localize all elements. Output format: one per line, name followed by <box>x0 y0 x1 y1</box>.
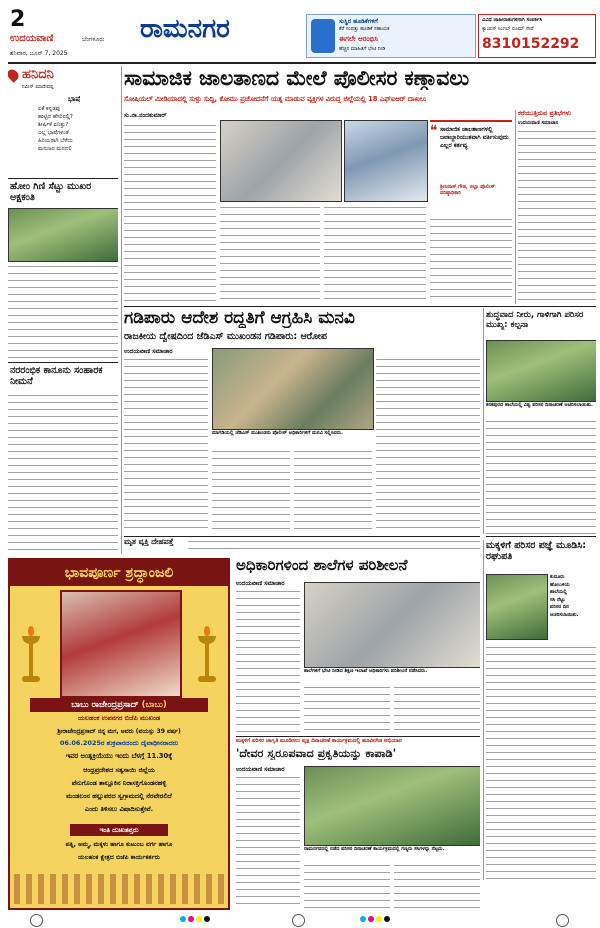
obit-place-line-2: ಪೆನುಗೊಂಡ ತಾಲ್ಲೂಕಿನ ನಿರಾಸಕ್ತಿಗೊಂಡನಹಳ್ಳಿ <box>71 780 167 787</box>
ad2-line: ವಿವಿಧ ಜಾಹೀರಾತುಗಳಿಗಾಗಿ ಸಂಪರ್ಕಿಸಿ <box>482 17 543 23</box>
masthead-divider <box>8 62 596 64</box>
lamp-icon <box>196 626 218 686</box>
lead-photo-screen <box>344 120 428 202</box>
divider <box>124 306 596 307</box>
story2-headline: ನರರಂಭಿಕ ಕಾನೂನು ಸಂಹಾರಕ ನೀಮನೆ <box>10 366 103 387</box>
lead-pullquote <box>430 120 512 212</box>
gadipar-col-4 <box>376 356 480 534</box>
divider <box>8 178 118 179</box>
kids-side-line: ಕುದೂರು <box>550 574 565 580</box>
water-photo-caption: ಕನಕಪುರದ ಶಾಲೆಯಲ್ಲಿ ವಿಶ್ವ ಪರಿಸರ ದಿನಾಚರಣೆ ಆಚರಿಸಲಾಯಿತು. <box>486 402 593 408</box>
schools-dateline: ಉದಯವಾಣಿ ಸಮಾಚಾರ <box>236 580 285 587</box>
brand-byline: ನವೀನ್ ಮಾದೇವಪ್ಪ <box>22 84 54 90</box>
poem-line: ಶೀರ್ಷಿಕೆ ಏನಿತ್ತು? <box>38 121 69 128</box>
kids-photo <box>486 574 548 640</box>
gadipar-headline: ಗಡಿಪಾರು ಆದೇಶ ರದ್ದತಿಗೆ ಆಗ್ರಹಿಸಿ ಮನವಿ <box>124 310 355 328</box>
nature-headline: 'ದೇವರ ಸ್ವರೂಪವಾದ ಪ್ರಕೃತಿಯನ್ನು ಕಾಪಾಡಿ' <box>236 748 397 760</box>
nature-col-2 <box>304 862 390 910</box>
nature-col-1 <box>236 774 300 910</box>
schools-col-3 <box>394 684 480 734</box>
section-title: ರಾಮನಗರ <box>140 16 230 44</box>
ad-banner-investment[interactable] <box>306 14 476 58</box>
kids-side-line: ಆಚರಿಸಲಾಯಿತು. <box>550 611 579 618</box>
decorative-border <box>14 874 224 904</box>
ad1-line-2: ಕೆರೆ ಸಂಪತ್ತು ಹೂಡಿಕೆ ಸಹಾಯಕ <box>339 26 390 32</box>
column-divider <box>483 308 484 534</box>
masthead <box>0 0 600 62</box>
honey-drop-icon <box>8 67 21 83</box>
obit-mourners-2: ಯಲಹಂಕ ಕ್ಷೇತ್ರದ ಬಿಜೆಪಿ ಕಾರ್ಯಕರ್ತರು <box>77 855 161 861</box>
story-water <box>486 308 596 534</box>
poem-line: ಎಲ್ಲ ಭಾಷೆಗಳಂತೆ <box>38 129 69 136</box>
obit-name-text: ಬಾಬು ರಾಜೇಂದ್ರಪ್ರಸಾದ್ <box>71 700 139 710</box>
registration-mark-icon <box>30 914 43 927</box>
registration-mark-icon <box>556 914 569 927</box>
obit-place-line-3: ಮಂಡಲಂನ ಹಲ್ಲುಪರದ ಸ್ವಗ್ರಾಮದಲ್ಲಿ ನೆರವೇರಲಿದೆ <box>66 793 172 800</box>
obit-place-line-1: ಆಂಧ್ರಪ್ರದೇಶದ ಸತ್ಯಸಾಯಿ ಜಿಲ್ಲೆಯ <box>83 767 155 774</box>
left-column <box>8 66 118 554</box>
poem-line: ಹುಟ್ಟಿದ ಹೆಸರಿನಲ್ಲಿ? <box>38 113 73 120</box>
lead-headline: ಸಾಮಾಜಿಕ ಜಾಲತಾಣದ ಮೇಲೆ ಪೊಲೀಸರ ಕಣ್ಗಾವಲು <box>124 68 470 90</box>
color-bar <box>180 916 210 922</box>
water-headline: ಶುದ್ಧವಾದ ನೀರು, ಗಾಳಿಗಾಗಿ ಪರಿಸರ ಮುಖ್ಯ: ಕಲ್ಪನಾ <box>486 310 584 331</box>
divider <box>486 536 596 537</box>
story-kids <box>486 540 596 880</box>
page-number: 2 <box>10 8 26 32</box>
kids-side-line: ಹೋಬಳಿಯ <box>550 581 570 588</box>
kids-headline: ಮಕ್ಕಳಿಗೆ ಪರಿಸರ ಪಜ್ಞೆ ಮೂಡಿಸಿ: ರಘುಪತಿ <box>486 540 587 563</box>
divider <box>8 362 118 363</box>
water-body <box>486 418 596 534</box>
kids-side-line: ಸಸಿ ನೆಟ್ಟು <box>550 596 566 603</box>
body-found-text <box>188 538 480 554</box>
obit-closing: ಎಂದು ತಿಳಿಸಲು ವಿಷಾದಿಸುತ್ತೇವೆ. <box>84 806 154 813</box>
gadipar-photo <box>212 348 374 430</box>
obit-relation: ಶ್ರೀರಾಜೇಂದ್ರಪ್ರಸಾದ್ ನನ್ನ ಮಗ, ಅವರು (ವಯಸ್ಸು 39 ವರ್ಷ) <box>57 728 181 735</box>
lead-col-2 <box>220 204 320 302</box>
obit-mourners-title: ಇಂತಿ ದುಃಖತಪ್ತರು <box>70 824 168 836</box>
registration-mark-icon <box>292 914 305 927</box>
story-body-found <box>124 538 480 554</box>
gadipar-subheadline: ರಾಜಕೀಯ ದ್ವೇಷದಿಂದ ಜೆಡಿಎಸ್ ಮುಖಂಡನ ಗಡಿಪಾರು: ಆರೋಪ <box>124 332 328 342</box>
ad1-tagline: ಹೆಚ್ಚಿನ ಮಾಹಿತಿಗೆ ಭೇಟಿ ನೀಡಿ <box>339 46 386 52</box>
sidebar-dateline: ಉದಯವಾಣಿ ಸಮಾಚಾರ <box>518 120 559 126</box>
schools-headline: ಅಧಿಕಾರಿಗಳಿಂದ ಶಾಲೆಗಳ ಪರಿಶೀಲನೆ <box>236 558 408 574</box>
phone-icon <box>311 19 335 53</box>
story-nature <box>236 738 480 910</box>
schools-photo-caption: ಶಾಲೆಗಳಿಗೆ ಭೇಟಿ ನೀಡಿದ ಶಿಕ್ಷಣ ಇಲಾಖೆ ಅಧಿಕಾರಿಗಳು ಪರಿಶೀಲನೆ ನಡೆಸಿದರು. <box>304 668 428 674</box>
obit-name <box>30 698 208 712</box>
poem-line: ಹಿರಿಯರಾಗಿ ಬೆಳೆದು <box>38 137 73 144</box>
lead-subheadline: ಸೋಷಿಯಲ್ ಮೀಡಿಯಾದಲ್ಲಿ ಸುಳ್ಳು ಸುದ್ದಿ, ಕೋಮು ಪ್ರಚೋದನೆಗೆ ಯತ್ನ ಮಾಡುವ ವ್ಯಕ್ತಿಗಳ ವಿರುದ್ಧ ಜಿಲ್ಲೆಯಲ್ಲಿ 18 ಎಫ್‌ಐಆರ್ ದಾಖಲು <box>124 96 427 103</box>
kids-side-line: ಶಾಲೆಯಲ್ಲಿ <box>550 589 567 595</box>
nature-kicker: ಮಕ್ಕಳಿಗೆ ಪರಿಸರ ಜಾಗೃತಿ ಮೂಡಿಸಲು ವೃಕ್ಷ ದಿನಾಚರಣೆ ಕಾರ್ಯಕ್ರಮದಲ್ಲಿ ಹೂವಿನಗಿಡ ಅಭಿಯಾನ <box>236 738 402 744</box>
nature-col-3 <box>394 862 480 910</box>
gadipar-col-1 <box>124 356 208 534</box>
column-divider <box>121 66 122 554</box>
story1-photo <box>8 208 118 262</box>
nature-photo-caption: ರಾಮನಗರದಲ್ಲಿ ನಡೆದ ಪರಿಸರ ದಿನಾಚರಣೆ ಕಾರ್ಯಕ್ರಮದಲ್ಲಿ ಗಣ್ಯರು ಸಸಿಗಳನ್ನು ನೆಟ್ಟರು. <box>304 846 445 852</box>
schools-col-2 <box>304 684 390 734</box>
water-photo <box>486 340 596 402</box>
date: ಶನಿವಾರ, ಜೂನ್ 7, 2025 <box>10 50 68 57</box>
obituary-ad[interactable] <box>8 558 230 910</box>
sidebar-story <box>518 110 596 304</box>
pullquote-text: ಸಾಮಾಜಿಕ ಜಾಲತಾಣಗಳಲ್ಲಿ ಜವಾಬ್ದಾರಿಯುತವಾಗಿ ವರ್ತಿಸುವುದು ಎಲ್ಲರ ಕರ್ತವ್ಯ <box>440 126 509 150</box>
ad1-line-1: ಸುಸ್ಥಿರ ಹೂಡಿಕೆಗಳಿಗೆ <box>339 18 378 25</box>
schools-col-1 <box>236 588 300 734</box>
poem-line: ಏಕೆ ಕನ್ನಡವು <box>38 106 61 112</box>
obit-portrait <box>60 590 182 698</box>
ad2-sub: ಕ್ಯಾಂಪಸ್ ಸಿಂಗಲ್ ರೂಮ್ ಸೇವೆ <box>482 26 534 32</box>
sidebar-body <box>518 128 596 304</box>
obit-role: ಯಲಹಂಕ ಉಪನಗರ ಬಿಜೆಪಿ ಮುಖಂಡ <box>77 715 161 722</box>
poem <box>38 106 118 176</box>
lead-col-3 <box>324 204 426 302</box>
schools-photo <box>304 582 480 668</box>
ad1-line-3: ಈಗಲೇ ಆರಂಭಿಸಿ <box>339 35 378 43</box>
kids-body <box>486 644 596 880</box>
ad2-phone[interactable]: 8310152292 <box>482 37 580 52</box>
obit-funeral-line: ಇವರ ಅಂತ್ಯಕ್ರಿಯೆಯು ಇಂದು ಬೆಳಗ್ಗೆ 11.30ಕ್ಕೆ <box>65 753 173 760</box>
quote-icon: ❝ <box>430 124 438 138</box>
brand-title: ಹನಿದನಿ <box>22 68 54 82</box>
divider <box>236 736 480 737</box>
gadipar-col-3 <box>294 448 372 534</box>
story2-body <box>8 392 118 554</box>
story-schools <box>236 558 480 734</box>
kids-side-text <box>550 574 596 619</box>
story-gadipar <box>124 308 480 534</box>
column-divider <box>483 540 484 880</box>
kids-side-line: ಪರಿಸರ ದಿನ <box>550 604 569 610</box>
lead-byline: ಸು.ನಾ.ನಂದಕುಮಾರ್ <box>124 112 167 119</box>
nature-photo <box>304 766 480 846</box>
divider <box>124 536 480 537</box>
footer <box>0 912 600 928</box>
lamp-icon <box>20 626 42 686</box>
sidebar-headline: ಕರೆಯುತ್ತಿರುವ ಪ್ರತಿಭೆಗಳು <box>518 110 572 117</box>
edition: ಬೆಂಗಳೂರು <box>82 36 105 43</box>
nature-dateline: ಉದಯವಾಣಿ ಸಮಾಚಾರ <box>236 766 285 773</box>
story1-headline: ಹೋಂ ಗಿಣಿ ಸೆಟ್ಟು ಮುಖರ ಅಕ್ಷಕಂತಿ <box>10 182 92 203</box>
obit-banner: ಭಾವಪೂರ್ಣ ಶ್ರದ್ಧಾಂಜಲಿ <box>10 560 228 586</box>
lead-col-1 <box>124 122 216 302</box>
column-divider <box>515 110 516 304</box>
lead-photo-phone <box>220 120 342 202</box>
poem-line: ಮನುಜರ ಮನದಲಿ <box>38 145 72 152</box>
obit-date-line: 06.06.2025ರ ಶುಕ್ರವಾರದಂದು ದೈವಾಧೀನರಾದರು <box>59 740 179 747</box>
color-bar <box>360 916 390 922</box>
gadipar-col-2 <box>212 448 290 534</box>
lead-col-4 <box>430 216 512 302</box>
poem-title: ಭಾಷೆ <box>68 96 81 103</box>
ad-banner-contact[interactable] <box>478 14 596 58</box>
obit-nickname: (ಬಾಬು) <box>141 700 167 710</box>
body-found-headline: ಮೃತ ವ್ಯಕ್ತಿ ದೇಹಪತ್ತೆ <box>124 538 174 546</box>
obit-mourners-1: ಪತ್ನಿ, ಅಮ್ಮ, ಮಕ್ಕಳು ಹಾಗೂ ಕುಟುಂಬ ವರ್ಗ ಹಾಗೂ <box>65 842 173 848</box>
story1-body <box>8 263 118 359</box>
pullquote-author: ಶ್ರೀನಿವಾಸ್ ಗೌಡ, ಜಿಲ್ಲಾ ಪೊಲೀಸ್ ವರಿಷ್ಠಾಧಿಕಾರಿ <box>440 184 495 196</box>
paper-name: ಉದಯವಾಣಿ <box>10 34 54 44</box>
gadipar-dateline: ಉದಯವಾಣಿ ಸಮಾಚಾರ <box>124 348 173 355</box>
gadipar-photo-caption: ಮಾಗಡಿಯಲ್ಲಿ ಜೆಡಿಎಸ್ ಮುಖಂಡರು ಪೊಲೀಸ್ ಅಧಿಕಾರಿಗಳಿಗೆ ಮನವಿ ಸಲ್ಲಿಸಿದರು. <box>212 430 343 436</box>
